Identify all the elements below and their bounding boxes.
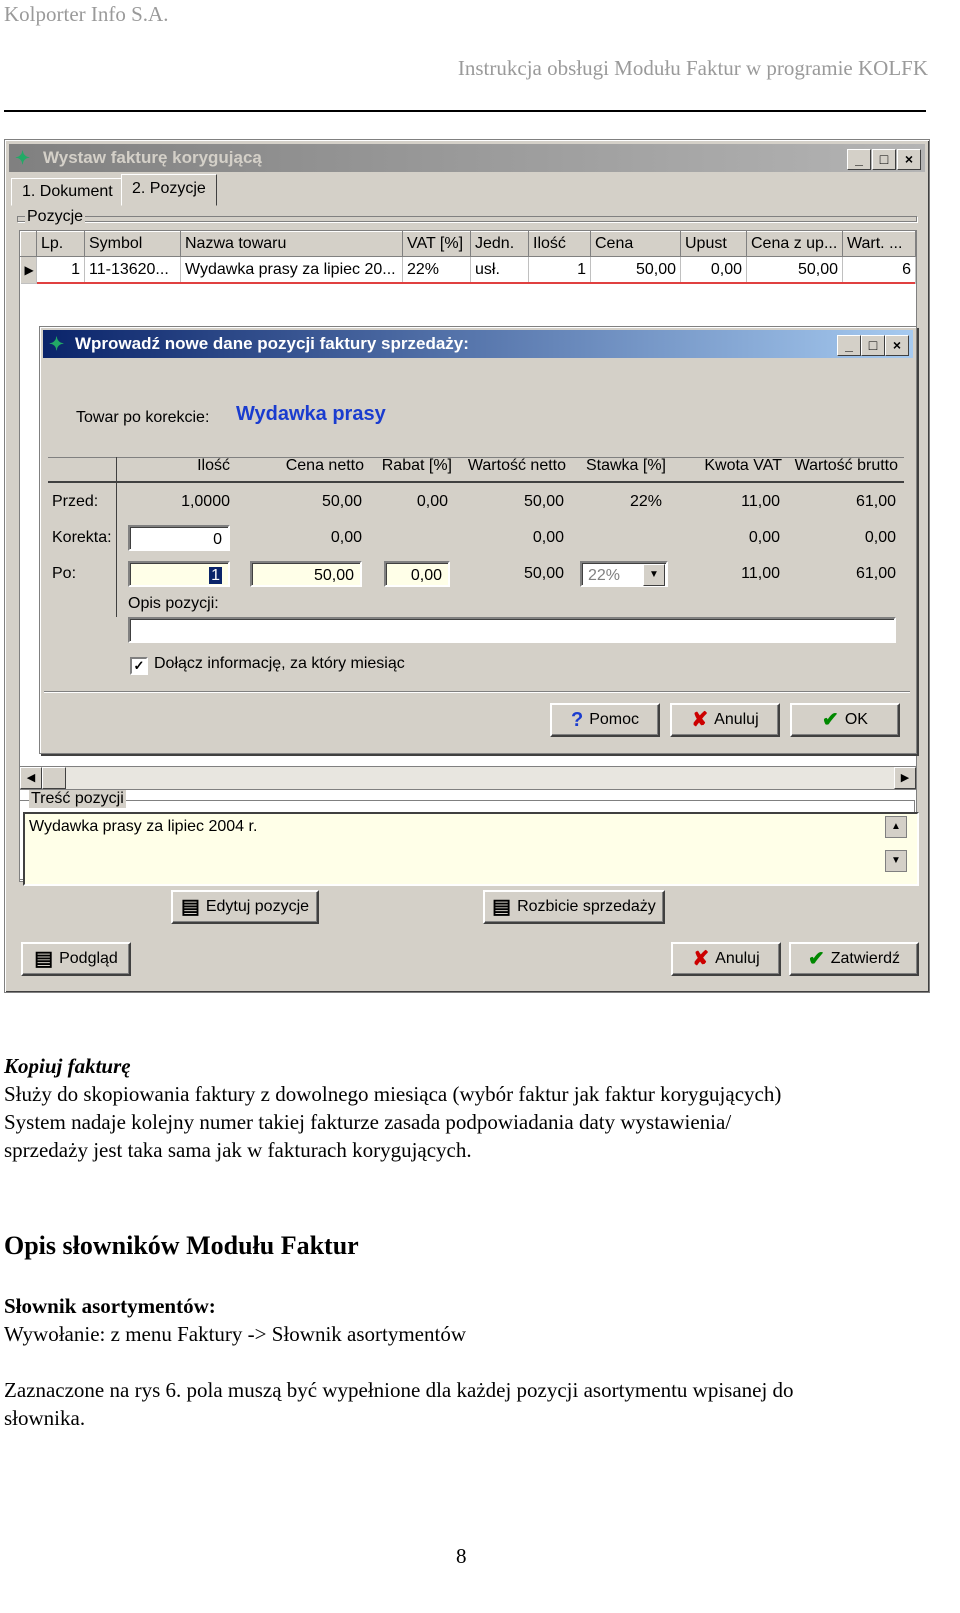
- hdr-cena-netto: Cena netto: [285, 457, 364, 474]
- korekta-brutto: 0,00: [864, 529, 896, 546]
- check-icon: ✔: [807, 948, 825, 970]
- product-label: Towar po korekcie:: [76, 409, 210, 426]
- header-divider: [4, 110, 926, 112]
- document-title: Instrukcja obsługi Modułu Faktur w programie KOLFK: [457, 56, 928, 80]
- dialog-titlebar: [43, 330, 913, 358]
- cell-wartosc[interactable]: 6: [843, 257, 916, 284]
- document-icon: ▤: [492, 896, 512, 918]
- month-info-checkbox[interactable]: ✓: [130, 657, 148, 675]
- przed-ilosc: 1,0000: [181, 493, 230, 510]
- scroll-down-icon[interactable]: ▼: [885, 850, 907, 872]
- row-przed-label: Przed:: [52, 493, 99, 510]
- header-underline: [48, 481, 904, 483]
- edit-positions-button[interactable]: ▤ Edytuj pozycje: [171, 890, 319, 924]
- tresc-textarea[interactable]: [23, 812, 919, 886]
- po-cena-input[interactable]: 50,00: [250, 561, 362, 587]
- tab-dokument[interactable]: 1. Dokument: [11, 178, 124, 206]
- col-wartosc[interactable]: Wart. ...: [843, 232, 916, 257]
- row-po-label: Po:: [52, 565, 77, 582]
- scroll-right-icon[interactable]: ▶: [894, 767, 916, 789]
- product-value: Wydawka prasy: [236, 403, 386, 425]
- hdr-wartosc-netto: Wartość netto: [467, 457, 566, 474]
- scroll-up-icon[interactable]: ▲: [885, 816, 907, 838]
- col-jedn[interactable]: Jedn.: [471, 232, 529, 257]
- check-icon: ✔: [822, 709, 839, 731]
- cell-ilosc[interactable]: 1: [529, 257, 591, 284]
- po-stawka-select[interactable]: 22% ▼: [580, 561, 668, 587]
- tresc-label: Treść pozycji: [31, 790, 124, 807]
- przed-vat: 11,00: [741, 493, 780, 510]
- section-title-kopiuj: Kopiuj fakturę: [4, 1054, 131, 1078]
- dialog-maximize-button[interactable]: □: [861, 335, 885, 356]
- close-button[interactable]: ×: [897, 149, 921, 170]
- cell-vat[interactable]: 22%: [403, 257, 471, 284]
- cell-jedn[interactable]: usł.: [471, 257, 529, 284]
- cancel-icon: ✘: [691, 709, 709, 731]
- grid-indicator-header: [21, 232, 37, 257]
- cell-nazwa[interactable]: Wydawka prasy za lipiec 20...: [181, 257, 403, 284]
- chevron-down-icon[interactable]: ▼: [643, 564, 665, 586]
- col-lp[interactable]: Lp.: [37, 232, 85, 257]
- table-row[interactable]: [21, 257, 916, 284]
- cancel-icon: ✘: [692, 948, 710, 970]
- maximize-button[interactable]: □: [872, 149, 896, 170]
- company-name: Kolporter Info S.A.: [4, 2, 169, 26]
- positions-group: [17, 216, 917, 222]
- cell-cena[interactable]: 50,00: [591, 257, 681, 284]
- section1-line-3: sprzedaży jest taka sama jak w fakturach korygujących.: [4, 1138, 472, 1162]
- horizontal-scrollbar[interactable]: [19, 766, 917, 790]
- dialog-title: Wprowadź nowe dane pozycji faktury sprzedaży:: [75, 334, 469, 353]
- col-nazwa[interactable]: Nazwa towaru: [181, 232, 403, 257]
- month-info-checkbox-label: Dołącz informację, za który miesiąc: [154, 655, 405, 672]
- position-dialog: [39, 326, 917, 754]
- hdr-rabat: Rabat [%]: [381, 457, 452, 474]
- call-line: Wywołanie: z menu Faktury -> Słownik asortymentów: [4, 1322, 466, 1346]
- section-title-slowniki: Opis słowników Modułu Faktur: [4, 1231, 359, 1260]
- col-cena-z-upustem[interactable]: Cena z up...: [747, 232, 843, 257]
- document-icon: ▤: [180, 896, 200, 918]
- app-icon: ✦: [15, 148, 31, 168]
- minimize-button[interactable]: _: [847, 149, 871, 170]
- col-symbol[interactable]: Symbol: [85, 232, 181, 257]
- col-cena[interactable]: Cena: [591, 232, 681, 257]
- cell-symbol[interactable]: 11-13620...: [85, 257, 181, 284]
- dialog-minimize-button[interactable]: _: [837, 335, 861, 356]
- przed-netto: 50,00: [523, 493, 564, 510]
- grid-header-row: [21, 232, 916, 257]
- tresc-value: Wydawka prasy za lipiec 2004 r.: [29, 818, 258, 835]
- col-upust[interactable]: Upust: [681, 232, 747, 257]
- section1-line-1: Służy do skopiowania faktury z dowolnego miesiąca (wybór faktur jak faktur korygujących): [4, 1082, 782, 1106]
- korekta-vat: 0,00: [748, 529, 780, 546]
- hdr-wartosc-brutto: Wartość brutto: [794, 457, 898, 474]
- col-ilosc[interactable]: Ilość: [529, 232, 591, 257]
- app-icon: ✦: [49, 334, 65, 354]
- window-title: Wystaw fakturę korygującą: [43, 148, 262, 167]
- korekta-cena: 0,00: [330, 529, 362, 546]
- po-vat: 11,00: [741, 565, 780, 582]
- row-indicator-icon: ▶: [21, 257, 37, 284]
- tab-pozycje[interactable]: 2. Pozycje: [121, 174, 217, 206]
- positions-grid: [20, 231, 916, 284]
- hdr-ilosc: Ilość: [197, 457, 230, 474]
- col-vat[interactable]: VAT [%]: [403, 232, 471, 257]
- positions-group-label: Pozycje: [27, 208, 84, 225]
- przed-stawka: 22%: [629, 493, 662, 510]
- help-button[interactable]: ? Pomoc: [550, 703, 660, 737]
- hdr-kwota-vat: Kwota VAT: [704, 457, 782, 474]
- note-line-2: słownika.: [4, 1406, 86, 1430]
- confirm-button[interactable]: ✔ Zatwierdź: [789, 942, 919, 976]
- subsection-title: Słownik asortymentów:: [4, 1294, 216, 1318]
- preview-icon: ▤: [34, 948, 54, 970]
- dialog-divider: [44, 691, 910, 692]
- correction-invoice-window: [4, 139, 930, 993]
- dialog-close-button[interactable]: ×: [885, 335, 909, 356]
- cell-upust[interactable]: 0,00: [681, 257, 747, 284]
- cell-cena-z-upustem[interactable]: 50,00: [747, 257, 843, 284]
- help-icon: ?: [570, 709, 584, 731]
- page-number: 8: [456, 1544, 467, 1568]
- selected-row-marker: [37, 282, 915, 284]
- po-ilosc-input[interactable]: [128, 561, 230, 587]
- hdr-stawka: Stawka [%]: [585, 457, 666, 474]
- korekta-ilosc-input[interactable]: 0: [128, 525, 230, 551]
- opis-label: Opis pozycji:: [128, 595, 219, 612]
- scroll-thumb[interactable]: [42, 767, 66, 789]
- po-netto: 50,00: [523, 565, 564, 582]
- scroll-left-icon[interactable]: ◀: [20, 767, 42, 789]
- note-line-1: Zaznaczone na rys 6. pola muszą być wypełnione dla każdej pozycji asortymentu wpisanej do: [4, 1378, 794, 1402]
- korekta-netto: 0,00: [532, 529, 564, 546]
- opis-input[interactable]: [128, 617, 896, 643]
- window-titlebar: [9, 144, 925, 172]
- po-brutto: 61,00: [855, 565, 896, 582]
- przed-cena: 50,00: [321, 493, 362, 510]
- preview-button[interactable]: ▤ Podgląd: [21, 942, 131, 976]
- po-ilosc-value: 1: [211, 567, 220, 584]
- cell-lp[interactable]: 1: [37, 257, 85, 284]
- dialog-cancel-button[interactable]: ✘ Anuluj: [670, 703, 780, 737]
- ok-button[interactable]: ✔ OK: [790, 703, 900, 737]
- przed-rabat: 0,00: [416, 493, 448, 510]
- section1-line-2: System nadaje kolejny numer takiej fakturze zasada podpowiadania daty wystawienia/: [4, 1110, 732, 1134]
- window-cancel-button[interactable]: ✘ Anuluj: [671, 942, 781, 976]
- row-korekta-label: Korekta:: [52, 529, 112, 546]
- po-rabat-input[interactable]: 0,00: [384, 561, 450, 587]
- sales-split-button[interactable]: ▤ Rozbicie sprzedaży: [483, 890, 665, 924]
- przed-brutto: 61,00: [855, 493, 896, 510]
